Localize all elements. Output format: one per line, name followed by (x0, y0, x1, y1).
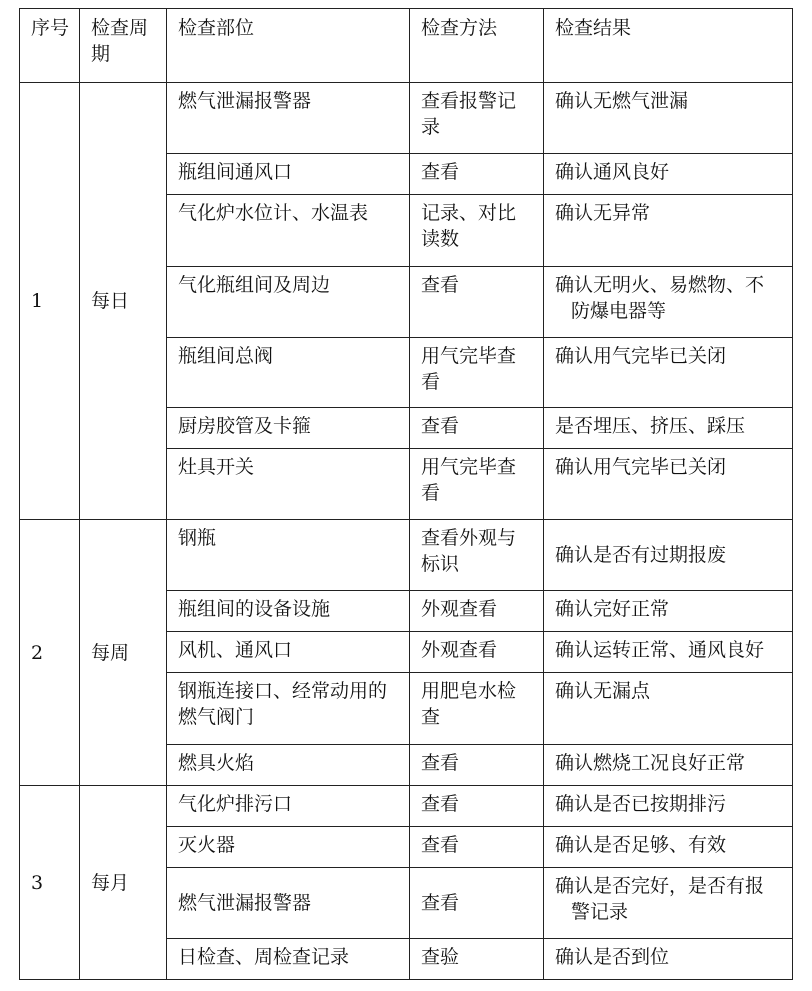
header-row (20, 9, 793, 83)
check-part: 瓶组间通风口 (167, 154, 410, 195)
check-part: 气化瓶组间及周边 (167, 267, 410, 338)
check-method: 查看 (410, 827, 544, 868)
check-result: 确认是否到位 (544, 939, 793, 980)
check-part: 厨房胶管及卡箍 (167, 408, 410, 449)
check-part: 灭火器 (167, 827, 410, 868)
check-part: 钢瓶 (167, 520, 410, 591)
check-part: 灶具开关 (167, 449, 410, 520)
check-part: 风机、通风口 (167, 632, 410, 673)
check-method: 查看 (410, 868, 544, 939)
group-period: 每月 (80, 786, 167, 980)
check-result (544, 868, 793, 939)
check-result: 确认无异常 (544, 195, 793, 267)
check-part: 燃气泄漏报警器 (167, 868, 410, 939)
check-method: 查看报警记录 (410, 83, 544, 154)
table-row (20, 520, 793, 591)
header-period: 检查周期 (80, 9, 167, 83)
check-method: 用气完毕查看 (410, 338, 544, 408)
check-method: 查看外观与标识 (410, 520, 544, 591)
check-result-text: 确认是否完好，是否有报警记录 (555, 875, 765, 923)
check-method: 用肥皂水检查 (410, 673, 544, 745)
check-method: 用气完毕查看 (410, 449, 544, 520)
table-row (20, 786, 793, 827)
check-result: 确认用气完毕已关闭 (544, 449, 793, 520)
check-method: 外观查看 (410, 632, 544, 673)
check-part: 日检查、周检查记录 (167, 939, 410, 980)
group-no: 1 (20, 83, 80, 520)
check-part: 瓶组间总阀 (167, 338, 410, 408)
check-result: 确认无燃气泄漏 (544, 83, 793, 154)
group-period: 每日 (80, 83, 167, 520)
group-no: 3 (20, 786, 80, 980)
check-part: 燃具火焰 (167, 745, 410, 786)
header-method: 检查方法 (410, 9, 544, 83)
inspection-table (19, 8, 793, 980)
check-result-text: 确认无明火、易燃物、不防爆电器等 (555, 274, 765, 322)
group-no: 2 (20, 520, 80, 786)
header-no: 序号 (20, 9, 80, 83)
check-result: 确认运转正常、通风良好 (544, 632, 793, 673)
check-result: 确认通风良好 (544, 154, 793, 195)
check-result: 确认是否已按期排污 (544, 786, 793, 827)
check-part: 瓶组间的设备设施 (167, 591, 410, 632)
check-method: 查看 (410, 267, 544, 338)
check-method: 外观查看 (410, 591, 544, 632)
check-result: 确认燃烧工况良好正常 (544, 745, 793, 786)
header-result: 检查结果 (544, 9, 793, 83)
group-period: 每周 (80, 520, 167, 786)
check-method: 查看 (410, 408, 544, 449)
check-part: 燃气泄漏报警器 (167, 83, 410, 154)
check-result (544, 267, 793, 338)
check-part: 气化炉排污口 (167, 786, 410, 827)
header-part: 检查部位 (167, 9, 410, 83)
check-result: 确认用气完毕已关闭 (544, 338, 793, 408)
check-result: 确认完好正常 (544, 591, 793, 632)
table-row (20, 83, 793, 154)
check-result: 确认是否有过期报废 (544, 520, 793, 591)
check-result: 确认是否足够、有效 (544, 827, 793, 868)
check-result: 是否埋压、挤压、踩压 (544, 408, 793, 449)
check-method: 记录、对比读数 (410, 195, 544, 267)
check-part: 钢瓶连接口、经常动用的燃气阀门 (167, 673, 410, 745)
check-method: 查验 (410, 939, 544, 980)
check-method: 查看 (410, 745, 544, 786)
check-part: 气化炉水位计、水温表 (167, 195, 410, 267)
check-method: 查看 (410, 154, 544, 195)
check-result: 确认无漏点 (544, 673, 793, 745)
check-method: 查看 (410, 786, 544, 827)
